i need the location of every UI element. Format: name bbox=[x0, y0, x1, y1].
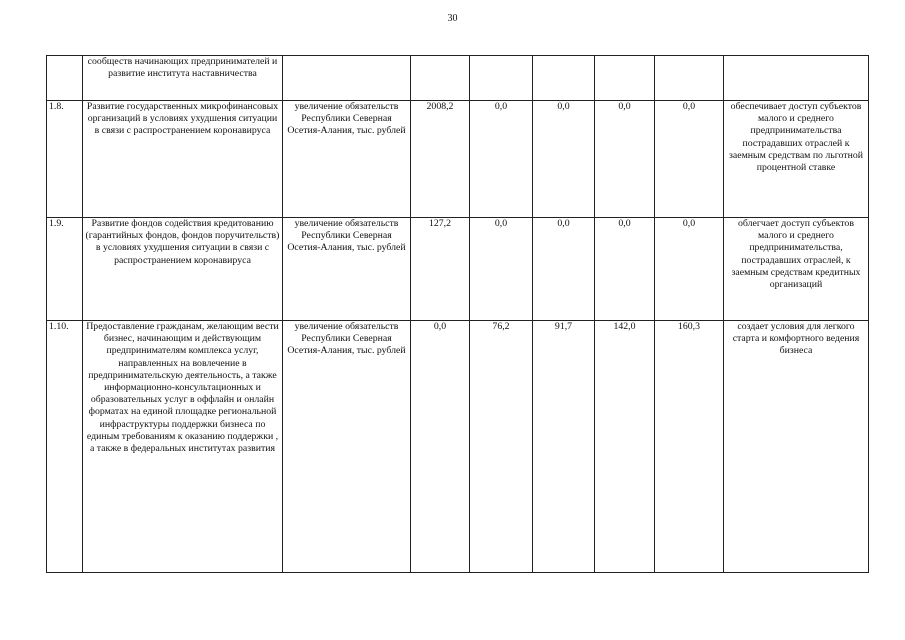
effect: создает условия для легкого старта и комфортного ведения бизнеса bbox=[724, 321, 869, 573]
table-row bbox=[47, 321, 869, 573]
measure-name: Развитие фондов содействия кредитованию (гарантийных фондов, фондов поручительств) в условиях ухудшения ситуации в связи с распространением коронавируса bbox=[83, 218, 283, 321]
page-number: 30 bbox=[447, 13, 458, 24]
value-cell bbox=[595, 56, 655, 101]
measure-name: сообществ начинающих предпринимателей и развитие института наставничества bbox=[83, 56, 283, 101]
value-cell: 0,0 bbox=[533, 101, 595, 218]
measure-name: Развитие государственных микрофинансовых организаций в условиях ухудшения ситуации в связи с распространением коронавируса bbox=[83, 101, 283, 218]
indicator: увеличение обязательств Республики Северная Осетия-Алания, тыс. рублей bbox=[283, 101, 411, 218]
table-row bbox=[47, 101, 869, 218]
value-cell: 0,0 bbox=[655, 218, 724, 321]
row-number: 1.10. bbox=[47, 321, 83, 573]
value-cell: 127,2 bbox=[411, 218, 470, 321]
value-cell: 76,2 bbox=[470, 321, 533, 573]
value-cell: 0,0 bbox=[470, 218, 533, 321]
effect: обеспечивает доступ субъектов малого и среднего предпринимательства пострадавших отраслей к заемным средствам по льготной процентной ставке bbox=[724, 101, 869, 218]
value-cell: 0,0 bbox=[595, 218, 655, 321]
value-cell bbox=[470, 56, 533, 101]
value-cell bbox=[533, 56, 595, 101]
row-number: 1.9. bbox=[47, 218, 83, 321]
value-cell: 2008,2 bbox=[411, 101, 470, 218]
table-row bbox=[47, 218, 869, 321]
value-cell: 0,0 bbox=[655, 101, 724, 218]
value-cell bbox=[411, 56, 470, 101]
value-cell: 0,0 bbox=[470, 101, 533, 218]
indicator bbox=[283, 56, 411, 101]
value-cell: 91,7 bbox=[533, 321, 595, 573]
row-number: 1.8. bbox=[47, 101, 83, 218]
effect bbox=[724, 56, 869, 101]
value-cell: 0,0 bbox=[411, 321, 470, 573]
indicator: увеличение обязательств Республики Северная Осетия-Алания, тыс. рублей bbox=[283, 218, 411, 321]
indicator: увеличение обязательств Республики Северная Осетия-Алания, тыс. рублей bbox=[283, 321, 411, 573]
value-cell bbox=[655, 56, 724, 101]
value-cell: 0,0 bbox=[533, 218, 595, 321]
effect: облегчает доступ субъектов малого и среднего предпринимательства, пострадавших отраслей, к заемным средствам кредитных организаций bbox=[724, 218, 869, 321]
value-cell: 142,0 bbox=[595, 321, 655, 573]
measure-name: Предоставление гражданам, желающим вести бизнес, начинающим и действующим предпринимателям комплекса услуг, направленных на вовлечение в предпринимательскую деятельность, а также информационно-консультационных и образовательных услуг в оффлайн и онлайн форматах на единой площадке региональной инфраструктуры поддержки бизнеса по единым требованиям к оказанию поддержки , а также в федеральных институтах развития bbox=[83, 321, 283, 573]
row-number bbox=[47, 56, 83, 101]
value-cell: 160,3 bbox=[655, 321, 724, 573]
table-row bbox=[47, 56, 869, 101]
value-cell: 0,0 bbox=[595, 101, 655, 218]
measures-table bbox=[46, 55, 869, 573]
